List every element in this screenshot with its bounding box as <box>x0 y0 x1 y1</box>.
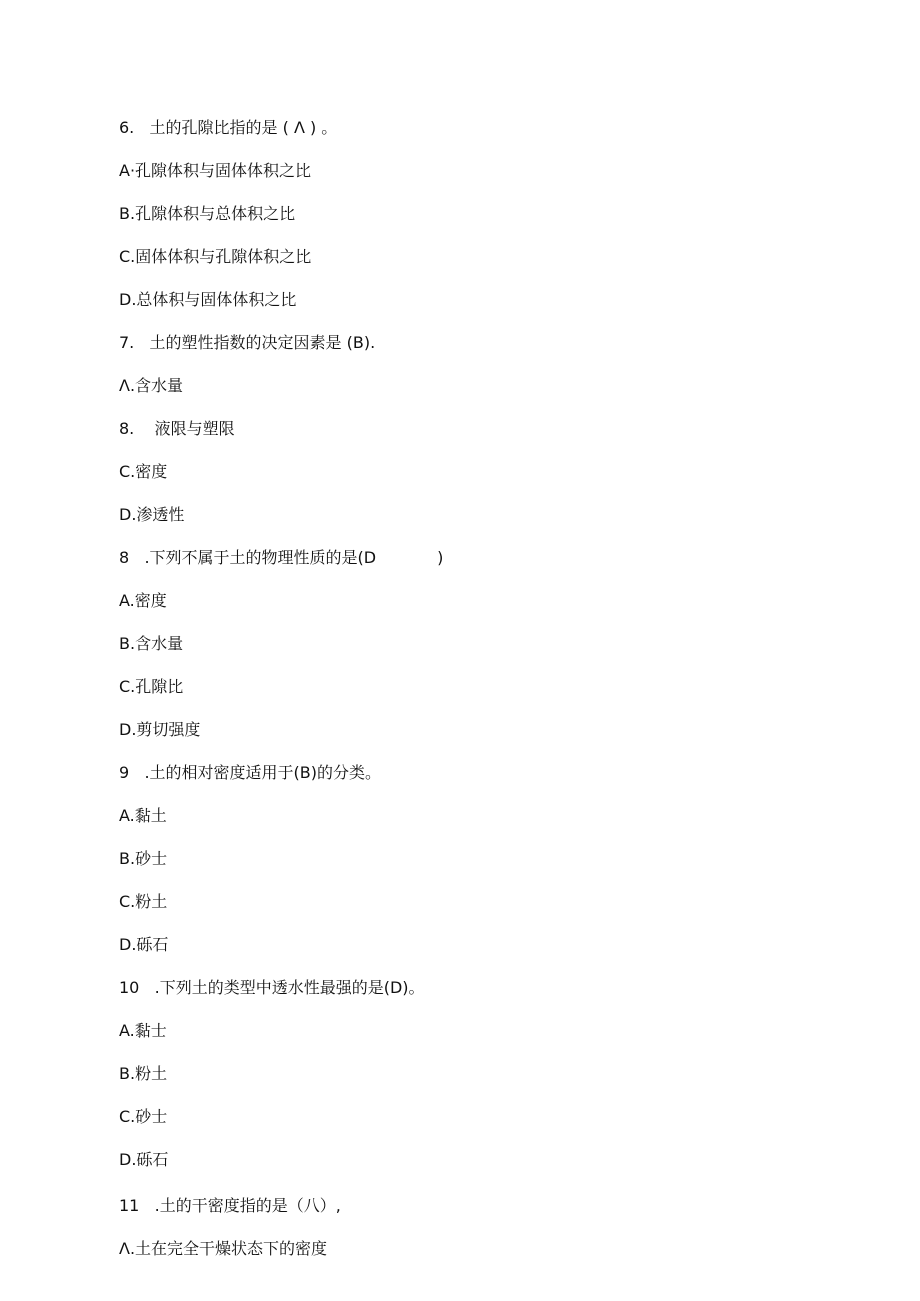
question-10-option-a: A.黏士 <box>119 1021 167 1040</box>
question-8-option-b: B.含水量 <box>119 634 184 653</box>
question-10: 10 .下列土的类型中透水性最强的是(D)。 <box>119 978 425 997</box>
question-7-option-d: D.渗透性 <box>119 505 185 524</box>
question-9-option-b: B.砂士 <box>119 849 168 868</box>
question-6: 6. 土的孔隙比指的是 ( Λ ) 。 <box>119 118 338 137</box>
question-9: 9 .土的相对密度适用于(B)的分类。 <box>119 763 381 782</box>
question-8-option-c: C.孔隙比 <box>119 677 184 696</box>
question-8: 8 .下列不属于土的物理性质的是(D ) <box>119 548 444 567</box>
question-8-option-a: A.密度 <box>119 591 167 610</box>
question-9-option-d: D.砾石 <box>119 935 169 954</box>
question-7-option-a: Λ.含水量 <box>119 376 184 395</box>
question-6-option-b: B.孔隙体积与总体积之比 <box>119 204 296 223</box>
question-7-option-c: C.密度 <box>119 462 168 481</box>
question-7: 7. 土的塑性指数的决定因素是 (B). <box>119 333 376 352</box>
question-7-option-b: 8. 液限与塑限 <box>119 419 235 438</box>
question-10-option-d: D.砾石 <box>119 1150 169 1169</box>
question-6-option-c: C.固体体积与孔隙体积之比 <box>119 247 312 266</box>
question-6-option-a: A·孔隙体积与固体体积之比 <box>119 161 312 180</box>
question-8-option-d: D.剪切强度 <box>119 720 201 739</box>
question-11-option-a: Λ.土在完全干燥状态下的密度 <box>119 1239 328 1258</box>
question-9-option-a: A.黏土 <box>119 806 167 825</box>
question-10-option-c: C.砂士 <box>119 1107 168 1126</box>
question-6-option-d: D.总体积与固体体积之比 <box>119 290 297 309</box>
question-9-option-c: C.粉土 <box>119 892 168 911</box>
question-11: 11 .土的干密度指的是（八）, <box>119 1196 341 1215</box>
question-10-option-b: B.粉土 <box>119 1064 168 1083</box>
